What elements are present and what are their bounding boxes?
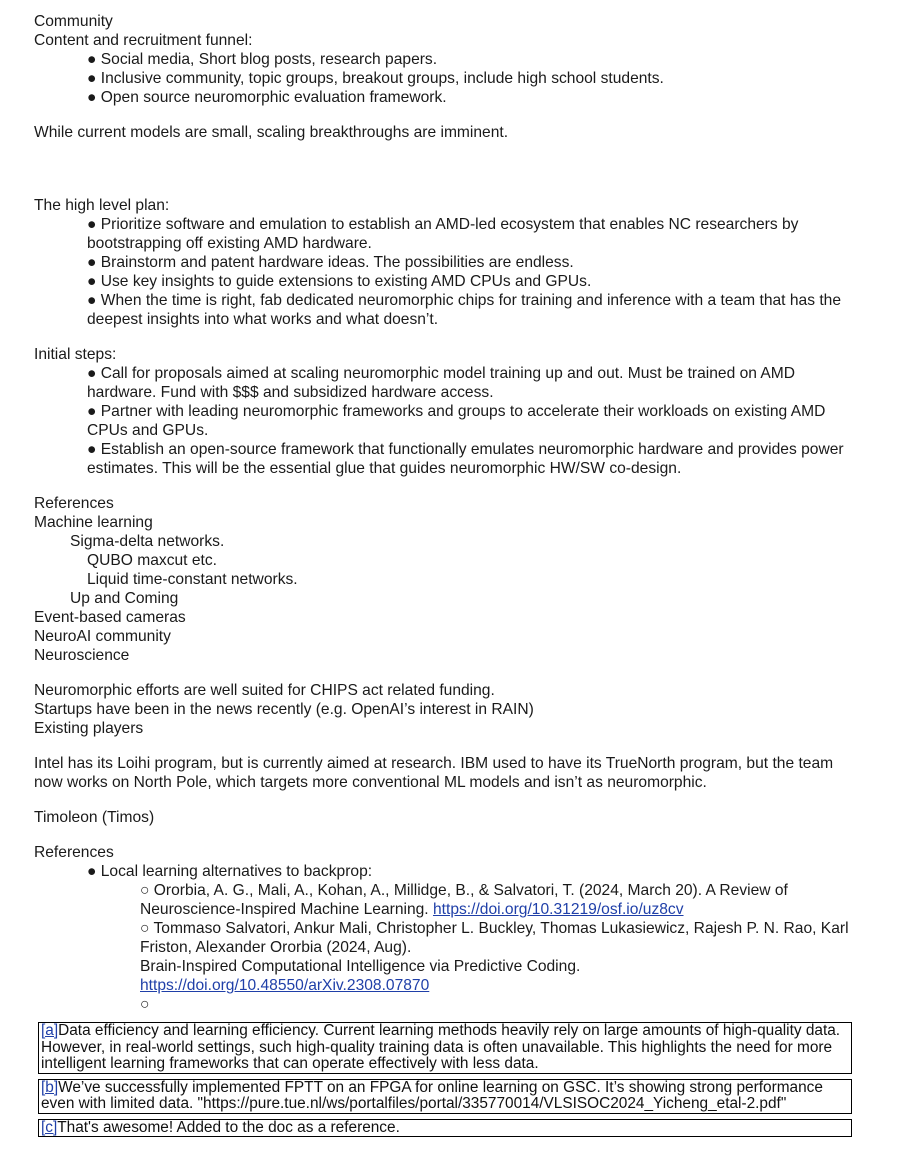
heading-funnel: Content and recruitment funnel: xyxy=(34,32,253,49)
list-item: ● Brainstorm and patent hardware ideas. The possibilities are endless. xyxy=(87,254,574,271)
outline-machine-learning: Machine learning xyxy=(34,514,153,531)
list-item: ● Use key insights to guide extensions to existing AMD CPUs and GPUs. xyxy=(87,273,592,290)
paragraph-existing-players: Existing players xyxy=(34,720,144,737)
comment-text: That's awesome! Added to the doc as a reference. xyxy=(57,1118,400,1136)
reference-text: ○ Ororbia, A. G., Mali, A., Kohan, A., Millidge, B., & Salvatori, T. (2024, March 20). A Review of Neuroscience-Inspired Machine Learning. xyxy=(140,882,788,918)
paragraph-timoleon: Timoleon (Timos) xyxy=(34,809,155,826)
heading-references-2: References xyxy=(34,844,114,861)
list-item: ● Call for proposals aimed at scaling neuromorphic model training up and out. Must be trained on AMD hardware. Fund with $$$ and subsidized hardware access. xyxy=(87,365,796,401)
comment-text: We’ve successfully implemented FPTT on an FPGA for online learning on GSC. It’s showing strong performance even with limited data. "https://pure.tue.nl/ws/portalfiles/portal/335770014/VLSISOC2024_Yicheng_etal-2.pdf" xyxy=(41,1078,823,1112)
outline-up-coming: Up and Coming xyxy=(70,590,179,607)
list-item: ● Inclusive community, topic groups, breakout groups, include high school students. xyxy=(87,70,664,87)
reference-link[interactable]: https://doi.org/10.31219/osf.io/uz8cv xyxy=(432,901,684,918)
reference-link[interactable]: https://doi.org/10.48550/arXiv.2308.07870 xyxy=(140,977,430,994)
empty-bullet: ○ xyxy=(140,996,150,1013)
heading-community: Community xyxy=(34,13,113,30)
list-item: ● When the time is right, fab dedicated neuromorphic chips for training and inference with a team that has the deepest insights into what works and what doesn’t. xyxy=(87,292,841,328)
outline-qubo: QUBO maxcut etc. xyxy=(87,552,217,569)
comment-anchor-link[interactable]: [b] xyxy=(41,1078,59,1096)
list-item: ● Local learning alternatives to backprop: xyxy=(87,863,373,880)
heading-references: References xyxy=(34,495,114,512)
paragraph-startups: Startups have been in the news recently (e.g. OpenAI’s interest in RAIN) xyxy=(34,701,534,718)
comment-text: Data efficiency and learning efficiency. Current learning methods heavily rely on large amounts of high-quality data. However, in real-world settings, such high-quality training data is often unavailable. This highlights the need for more intelligent learning frameworks that can operate effectively with less data. xyxy=(41,1022,841,1072)
comment-anchor-link[interactable]: [a] xyxy=(41,1022,59,1039)
reference-item xyxy=(34,881,864,919)
document-body xyxy=(34,12,864,1014)
heading-initial-steps: Initial steps: xyxy=(34,346,117,363)
paragraph-intel-ibm: Intel has its Loihi program, but is currently aimed at research. IBM used to have its TrueNorth program, but the team now works on North Pole, which targets more conventional ML models and isn’t as neuromorphic. xyxy=(34,755,834,791)
list-item: ● Social media, Short blog posts, research papers. xyxy=(87,51,438,68)
list-item: ● Prioritize software and emulation to establish an AMD-led ecosystem that enables NC researchers by bootstrapping off existing AMD hardware. xyxy=(87,216,799,252)
paragraph-chips-act: Neuromorphic efforts are well suited for CHIPS act related funding. xyxy=(34,682,495,699)
outline-neuroai: NeuroAI community xyxy=(34,628,171,645)
outline-neuroscience: Neuroscience xyxy=(34,647,130,664)
comment-box xyxy=(38,1079,852,1114)
paragraph-scaling: While current models are small, scaling breakthroughs are imminent. xyxy=(34,124,509,141)
outline-liquid: Liquid time-constant networks. xyxy=(87,571,298,588)
reference-item xyxy=(34,919,864,995)
list-item: ● Establish an open-source framework that functionally emulates neuromorphic hardware and provides power estimates. This will be the essential glue that guides neuromorphic HW/SW co-design. xyxy=(87,441,844,477)
outline-sigma-delta: Sigma-delta networks. xyxy=(70,533,225,550)
reference-title: Brain-Inspired Computational Intelligence via Predictive Coding. xyxy=(140,958,581,975)
list-item: ● Partner with leading neuromorphic frameworks and groups to accelerate their workloads on existing AMD CPUs and GPUs. xyxy=(87,403,826,439)
heading-plan: The high level plan: xyxy=(34,197,170,214)
list-item: ● Open source neuromorphic evaluation framework. xyxy=(87,89,447,106)
comment-box xyxy=(38,1119,852,1138)
comments-panel xyxy=(38,1022,852,1142)
reference-text: ○ Tommaso Salvatori, Ankur Mali, Christopher L. Buckley, Thomas Lukasiewicz, Rajesh P. N. Rao, Karl Friston, Alexander Ororbia (2024, Aug). xyxy=(140,920,849,956)
comment-anchor-link[interactable]: [c] xyxy=(41,1118,58,1136)
comment-box xyxy=(38,1022,852,1074)
outline-event-cameras: Event-based cameras xyxy=(34,609,186,626)
